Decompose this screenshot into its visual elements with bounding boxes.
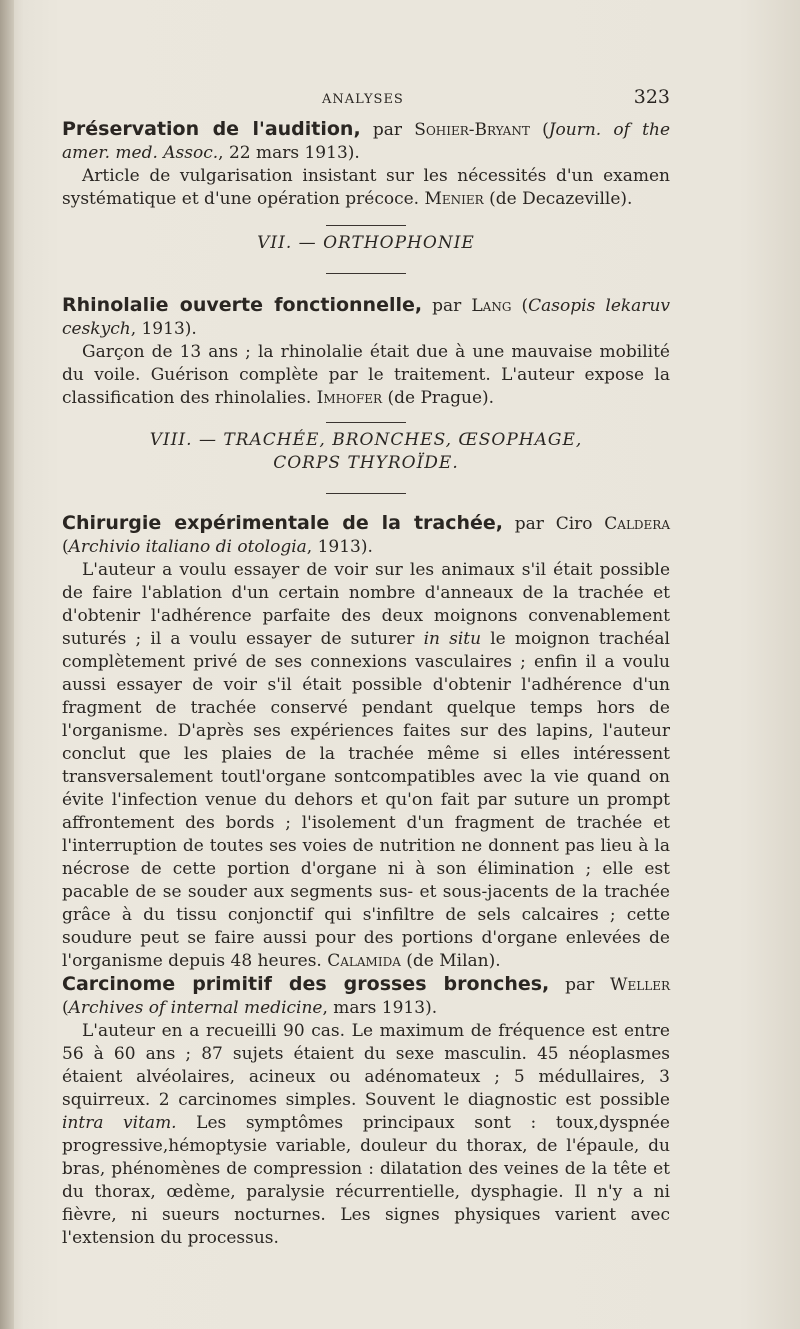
- byline-text: par: [360, 120, 415, 140]
- reviewer-name: Calamida: [327, 951, 401, 971]
- citation-text: , 1913).: [306, 537, 373, 557]
- reviewer-place: (de Milan).: [400, 951, 501, 971]
- reviewer-name: Menier: [424, 189, 484, 209]
- article-body-text: L'auteur en a recueilli 90 cas. Le maximum de fréquence est entre 56 à 60 ans ; 87 sujets étaient du sexe masculin. 45 néoplasmes étaient alvéolaires, acineux ou adénomateux ; 5 médullaires, 3 squirreux. 2 carcinomes simples. Souvent le diagnostic est possible: [62, 1021, 670, 1110]
- article-body-text: Les symptômes principaux sont : toux,dyspnée progressive,hémoptysie variable, douleur du thorax, de l'épaule, du bras, phénomènes de compression : dilatation des veines de la tête et du thorax, œdème, paralysie récurrentielle, dysphagie. Il n'y a ni fièvre, ni sueurs nocturnes. Les signes physiques varient avec l'extension du processus.: [62, 1113, 670, 1248]
- citation-text: , 1913).: [130, 319, 197, 339]
- citation-text: (: [62, 537, 69, 557]
- article-entry: [62, 512, 670, 559]
- article-title: Rhinolalie ouverte fonctionnelle,: [62, 294, 423, 316]
- reviewer-name: Imhofer: [316, 388, 383, 408]
- reviewer-place: (de Decazeville).: [483, 189, 633, 209]
- citation-text: , 22 mars 1913).: [218, 143, 360, 163]
- article-title: Préservation de l'audition,: [62, 118, 361, 140]
- author-name: Lang: [471, 296, 512, 316]
- byline-text: par: [422, 296, 472, 316]
- author-name: Weller: [610, 975, 670, 995]
- citation-text: (: [529, 120, 549, 140]
- article-entry: [62, 118, 670, 165]
- author-name: Sohier-Bryant: [414, 120, 530, 140]
- article-body-text: Garçon de 13 ans ; la rhinolalie était due à une mauvaise mobilité du voile. Guérison complète par le traitement. L'auteur expose la classification des rhinolalies.: [62, 342, 670, 408]
- divider-rule: [326, 422, 406, 423]
- reviewer-place: (de Prague).: [382, 388, 495, 408]
- latin-term: in situ: [423, 629, 482, 649]
- page-header: [62, 86, 670, 114]
- divider-rule: [326, 273, 406, 274]
- divider-rule: [326, 225, 406, 226]
- latin-term: intra vitam.: [62, 1113, 177, 1133]
- running-title: ANALYSES: [322, 92, 404, 107]
- article-entry: [62, 294, 670, 341]
- journal-name: Casopis lekaruv ceskych: [62, 296, 670, 339]
- article-body: [62, 341, 670, 410]
- divider-rule: [326, 493, 406, 494]
- byline-text: par Ciro: [503, 514, 605, 534]
- section-heading: VII. — ORTHOPHONIE: [257, 233, 475, 253]
- page-text: [62, 86, 670, 1250]
- article-entry: [62, 973, 670, 1020]
- article-body-text: L'auteur a voulu essayer de voir sur les animaux s'il était possible de faire l'ablation d'un certain nombre d'anneaux de la trachée et d'obtenir l'adhérence parfaite des deux moignons convenablement suturés ; il a voulu essayer de suturer: [62, 560, 670, 649]
- article-body-text: le moignon trachéal complètement privé de ses connexions vasculaires ; enfin il a voulu aussi essayer de voir s'il était possible d'obtenir l'adhérence d'un fragment de trachée conservé pendant quelque temps hors de l'organisme. D'après ses expériences faites sur des lapins, l'auteur conclut que les plaies de la trachée même si elles intéressent transversalement toutl'organe sontcompatibles avec la vie quand on évite l'infection venue du dehors et qu'on fait par suture un prompt affrontement des bords ; l'isolement d'un fragment de trachée et l'interruption de toutes ses voies de nutrition ne donnent pas lieu à la nécrose de cette portion d'organe ni à son élimination ; elle est pacable de se souder aux segments sus- et sous-jacents de la trachée grâce à du tissu conjonctif qui s'infiltre de sels calcaires ; cette soudure peut se faire aussi pour des portions d'organe enlevées de l'organisme depuis 48 heures.: [62, 629, 670, 971]
- citation-text: (: [511, 296, 529, 316]
- article-title: Chirurgie expérimentale de la trachée,: [62, 512, 504, 534]
- journal-name: Archivio italiano di otologia: [68, 537, 307, 557]
- article-body: [62, 1020, 670, 1250]
- citation-text: (: [62, 998, 69, 1018]
- article-title: Carcinome primitif des grosses bronches,: [62, 973, 550, 995]
- article-body: [62, 165, 670, 211]
- journal-name: Archives of internal medicine: [68, 998, 323, 1018]
- author-name: Caldera: [604, 514, 670, 534]
- byline-text: par: [549, 975, 611, 995]
- journal-name: Journ. of the amer. med. Assoc.: [62, 120, 671, 163]
- citation-text: , mars 1913).: [322, 998, 438, 1018]
- section-heading: VIII. — TRACHÉE, BRONCHES, ŒSOPHAGE,: [149, 430, 583, 450]
- book-spine-shadow: [0, 0, 14, 1329]
- page-number: 323: [633, 86, 670, 108]
- article-body-text: Article de vulgarisation insistant sur les nécessités d'un examen systématique et d'une opération précoce.: [62, 166, 670, 209]
- section-heading-continued: CORPS THYROÏDE.: [273, 453, 459, 473]
- article-body: [62, 559, 670, 973]
